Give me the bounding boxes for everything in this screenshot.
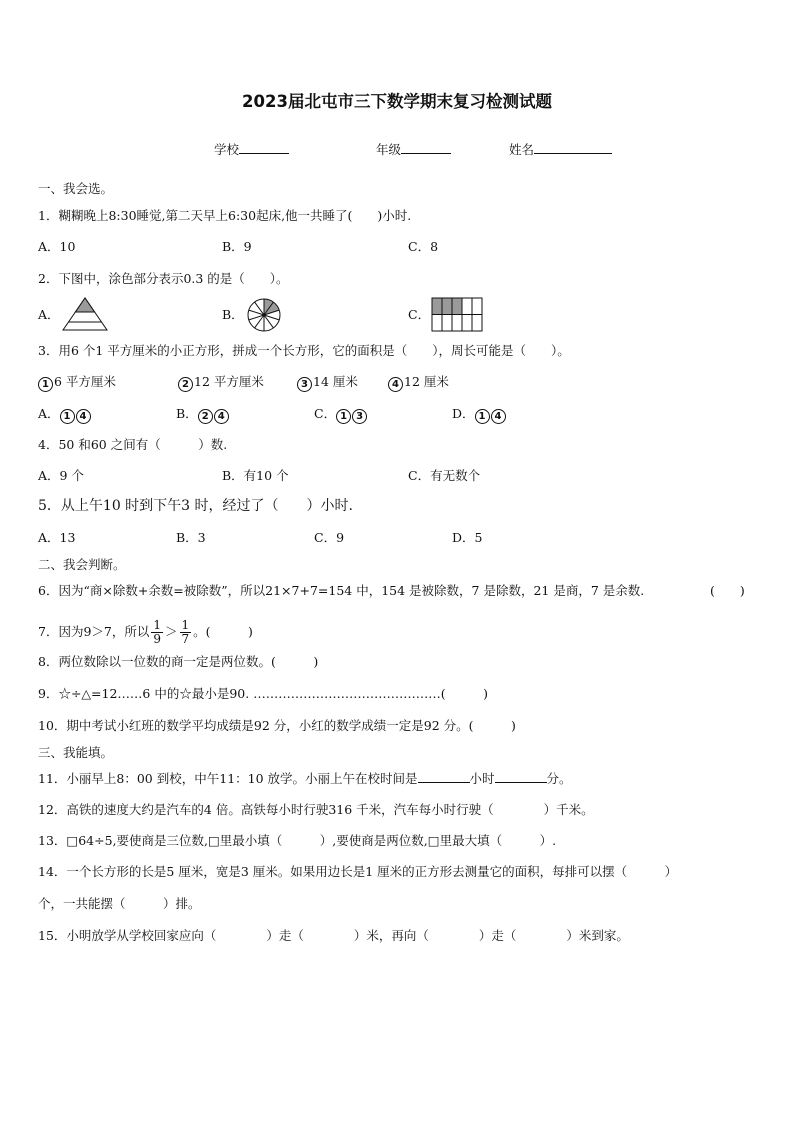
q11-minutes-unit: 分。 bbox=[546, 771, 572, 786]
q14-stem-line2: 个，一共能摆（ ）排。 bbox=[38, 896, 201, 911]
fraction bbox=[151, 619, 163, 646]
q14-stem-line1: 14．一个长方形的长是5 厘米，宽是3 厘米。如果用边长是1 厘米的正方形去测量它的面积，每排可以摆（ ） bbox=[38, 864, 678, 879]
denominator: 7 bbox=[181, 632, 190, 646]
section-3-heading: 三、我能填。 bbox=[38, 745, 114, 760]
q4-option-b[interactable]: B．有10 个 bbox=[222, 468, 289, 483]
q4-option-c[interactable]: C．有无数个 bbox=[408, 468, 481, 483]
page-title: 2023届北屯市三下数学期末复习检测试题 bbox=[242, 92, 552, 111]
circled-number: 1 bbox=[475, 409, 490, 424]
q5-stem: 5．从上午10 时到下午3 时，经过了（ ）小时. bbox=[38, 498, 353, 514]
q15-stem: 15．小明放学从学校回家应向（ ）走（ ）米，再向（ ）走（ ）米到家。 bbox=[38, 928, 629, 943]
q5-option-b[interactable]: B．3 bbox=[176, 530, 206, 545]
circled-number: 4 bbox=[214, 409, 229, 424]
grade-blank[interactable] bbox=[401, 141, 451, 154]
circled-number: 1 bbox=[38, 377, 53, 392]
school-blank[interactable] bbox=[239, 141, 289, 154]
q3-statement-3 bbox=[297, 374, 358, 392]
q3-option-a[interactable] bbox=[38, 406, 92, 424]
numerator: 1 bbox=[153, 618, 161, 632]
q6-answer-blank[interactable]: ( ) bbox=[710, 583, 745, 598]
circled-number: 1 bbox=[60, 409, 75, 424]
q5-option-c[interactable]: C．9 bbox=[314, 530, 345, 545]
q3-option-b[interactable] bbox=[176, 406, 230, 424]
q1-option-c[interactable]: C．8 bbox=[408, 239, 439, 254]
q1-stem: 1．糊糊晚上8:30睡觉,第二天早上6:30起床,他一共睡了( )小时. bbox=[38, 208, 412, 223]
name-label: 姓名 bbox=[509, 142, 535, 157]
grid-figure bbox=[431, 297, 483, 332]
q2-option-b[interactable]: B． bbox=[222, 307, 244, 322]
school-label: 学校 bbox=[214, 142, 240, 157]
q10-stem: 10．期中考试小红班的数学平均成绩是92 分，小红的数学成绩一定是92 分。( ) bbox=[38, 718, 516, 733]
q9-stem: 9．☆÷△=12……6 中的☆最小是90. ………………………………………( ) bbox=[38, 686, 488, 701]
q5-option-d[interactable]: D．5 bbox=[452, 530, 483, 545]
q11-stem bbox=[38, 770, 572, 787]
denominator: 9 bbox=[153, 632, 161, 646]
q4-option-a[interactable]: A．9 个 bbox=[38, 468, 84, 483]
q11-minutes-blank[interactable] bbox=[495, 770, 547, 783]
circled-number: 4 bbox=[388, 377, 403, 392]
greater-than-sign: ＞ bbox=[165, 624, 178, 639]
grade-field bbox=[376, 141, 451, 158]
option-letter: C． bbox=[314, 406, 337, 421]
q8-stem: 8．两位数除以一位数的商一定是两位数。( ) bbox=[38, 654, 319, 669]
fraction bbox=[180, 619, 192, 646]
q6-stem: 6．因为“商×除数+余数=被除数”，所以21×7+7=154 中，154 是被除数，7 是除数，21 是商，7 是余数. bbox=[38, 583, 645, 598]
q3-stem: 3．用6 个1 平方厘米的小正方形，拼成一个长方形，它的面积是（ ），周长可能是（ ）。 bbox=[38, 343, 570, 358]
q4-stem: 4．50 和60 之间有（ ）数. bbox=[38, 437, 228, 452]
q12-stem: 12．高铁的速度大约是汽车的4 倍。高铁每小时行驶316 千米，汽车每小时行驶（ ）千米。 bbox=[38, 802, 594, 817]
q1-option-b[interactable]: B．9 bbox=[222, 239, 252, 254]
statement-text: 12 厘米 bbox=[404, 374, 449, 389]
circled-number: 2 bbox=[178, 377, 193, 392]
name-blank[interactable] bbox=[534, 141, 612, 154]
circled-number: 1 bbox=[336, 409, 351, 424]
q7-stem bbox=[38, 619, 253, 646]
q5-option-a[interactable]: A．13 bbox=[38, 530, 76, 545]
q2-option-c[interactable]: C． bbox=[408, 307, 431, 322]
statement-text: 14 厘米 bbox=[313, 374, 358, 389]
q11-hours-blank[interactable] bbox=[418, 770, 470, 783]
q3-statement-2 bbox=[178, 374, 264, 392]
circled-number: 4 bbox=[76, 409, 91, 424]
q3-statement-4 bbox=[388, 374, 449, 392]
section-1-heading: 一、我会选。 bbox=[38, 181, 114, 196]
q2-stem: 2．下图中，涂色部分表示0.3 的是（ ）。 bbox=[38, 271, 289, 286]
q11-text: 11．小丽早上8：00 到校，中午11：10 放学。小丽上午在校时间是 bbox=[38, 771, 418, 786]
q13-stem: 13．□64÷5,要使商是三位数,□里最小填（ ）,要使商是两位数,□里最大填（ ）. bbox=[38, 833, 557, 848]
q3-statement-1 bbox=[38, 374, 116, 392]
q11-hours-unit: 小时 bbox=[469, 771, 495, 786]
option-letter: D． bbox=[452, 406, 475, 421]
circle-figure bbox=[246, 297, 282, 333]
option-letter: B． bbox=[176, 406, 198, 421]
numerator: 1 bbox=[181, 618, 190, 632]
school-field bbox=[214, 141, 289, 158]
triangle-figure bbox=[61, 296, 109, 332]
section-2-heading: 二、我会判断。 bbox=[38, 557, 126, 572]
name-field bbox=[509, 141, 612, 158]
q7-prefix: 7．因为9＞7，所以 bbox=[38, 624, 150, 639]
q2-option-a[interactable]: A． bbox=[38, 307, 60, 322]
q7-answer-blank[interactable]: 。( ) bbox=[193, 624, 253, 639]
circled-number: 2 bbox=[198, 409, 213, 424]
q3-option-d[interactable] bbox=[452, 406, 507, 424]
q1-option-a[interactable]: A．10 bbox=[38, 239, 76, 254]
grade-label: 年级 bbox=[376, 142, 402, 157]
option-letter: A． bbox=[38, 406, 60, 421]
statement-text: 6 平方厘米 bbox=[54, 374, 116, 389]
circled-number: 3 bbox=[352, 409, 367, 424]
circled-number: 4 bbox=[491, 409, 506, 424]
circled-number: 3 bbox=[297, 377, 312, 392]
q3-option-c[interactable] bbox=[314, 406, 368, 424]
statement-text: 12 平方厘米 bbox=[194, 374, 264, 389]
